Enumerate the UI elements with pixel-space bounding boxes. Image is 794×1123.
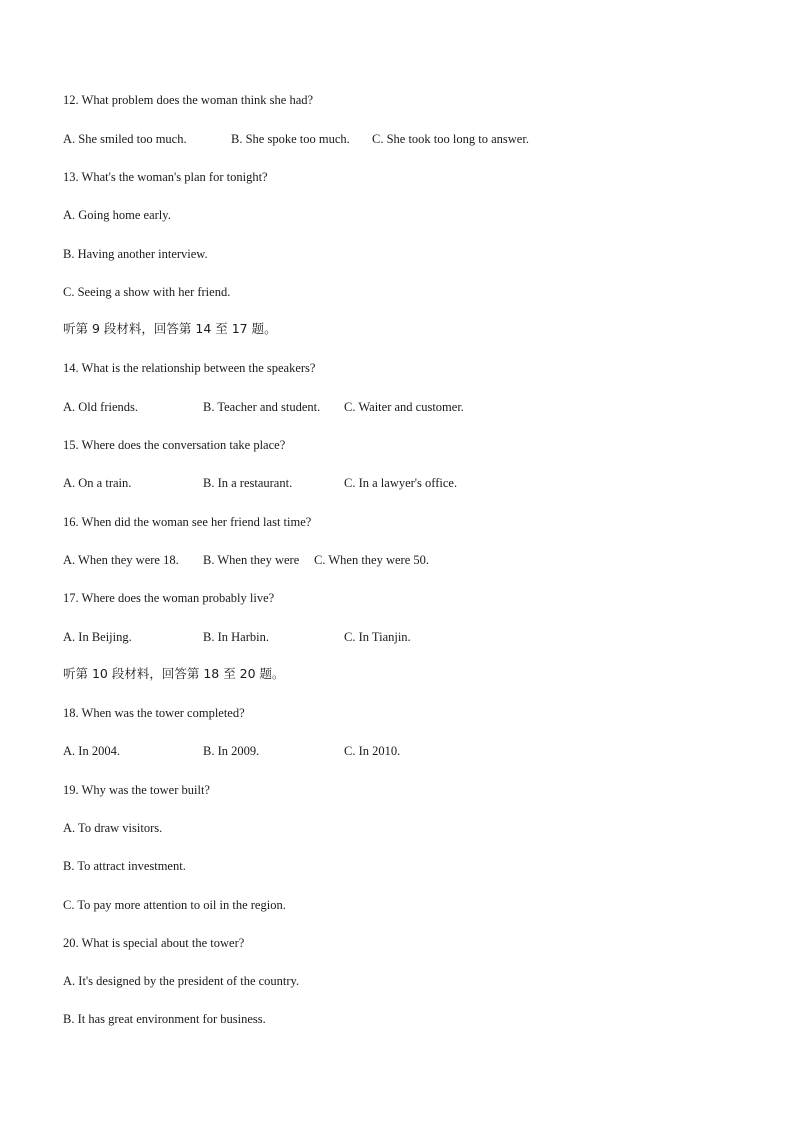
option-15-a: A. On a train.: [63, 476, 132, 490]
section-heading-10: 听第 10 段材料，回答第 18 至 20 题。: [63, 666, 285, 681]
question-12: 12. What problem does the woman think she had?: [63, 93, 314, 107]
option-17-b: B. In Harbin.: [203, 630, 269, 644]
section-heading-9: 听第 9 段材料，回答第 14 至 17 题。: [63, 321, 277, 336]
question-13: 13. What's the woman's plan for tonight?: [63, 170, 268, 184]
option-12-b: B. She spoke too much.: [231, 132, 350, 146]
question-16: 16. When did the woman see her friend last time?: [63, 515, 312, 529]
option-19-a: A. To draw visitors.: [63, 821, 163, 835]
option-17-a: A. In Beijing.: [63, 630, 132, 644]
option-13-b: B. Having another interview.: [63, 247, 208, 261]
options-row-18: [63, 743, 663, 759]
options-row-17: [63, 629, 663, 645]
option-19-c: C. To pay more attention to oil in the region.: [63, 898, 286, 912]
option-13-c: C. Seeing a show with her friend.: [63, 285, 231, 299]
question-19: 19. Why was the tower built?: [63, 783, 210, 797]
options-row-12: [63, 131, 663, 147]
question-14: 14. What is the relationship between the speakers?: [63, 361, 316, 375]
option-14-c: C. Waiter and customer.: [344, 400, 464, 414]
question-20: 20. What is special about the tower?: [63, 936, 245, 950]
option-15-c: C. In a lawyer's office.: [344, 476, 458, 490]
option-18-b: B. In 2009.: [203, 744, 260, 758]
option-18-c: C. In 2010.: [344, 744, 401, 758]
question-15: 15. Where does the conversation take place?: [63, 438, 286, 452]
option-16-c: C. When they were 50.: [314, 553, 430, 567]
options-row-14: [63, 399, 663, 415]
option-12-c: C. She took too long to answer.: [372, 132, 529, 146]
option-15-b: B. In a restaurant.: [203, 476, 293, 490]
option-13-a: A. Going home early.: [63, 208, 171, 222]
option-20-a: A. It's designed by the president of the country.: [63, 974, 300, 988]
option-14-b: B. Teacher and student.: [203, 400, 321, 414]
option-17-c: C. In Tianjin.: [344, 630, 411, 644]
option-16-b: B. When they were: [203, 553, 300, 567]
options-row-16: [63, 552, 663, 568]
question-17: 17. Where does the woman probably live?: [63, 591, 275, 605]
option-19-b: B. To attract investment.: [63, 859, 186, 873]
option-14-a: A. Old friends.: [63, 400, 138, 414]
option-20-b: B. It has great environment for business.: [63, 1012, 266, 1026]
option-12-a: A. She smiled too much.: [63, 132, 187, 146]
option-18-a: A. In 2004.: [63, 744, 120, 758]
options-row-15: [63, 475, 663, 491]
question-18: 18. When was the tower completed?: [63, 706, 245, 720]
option-16-a: A. When they were 18.: [63, 553, 179, 567]
